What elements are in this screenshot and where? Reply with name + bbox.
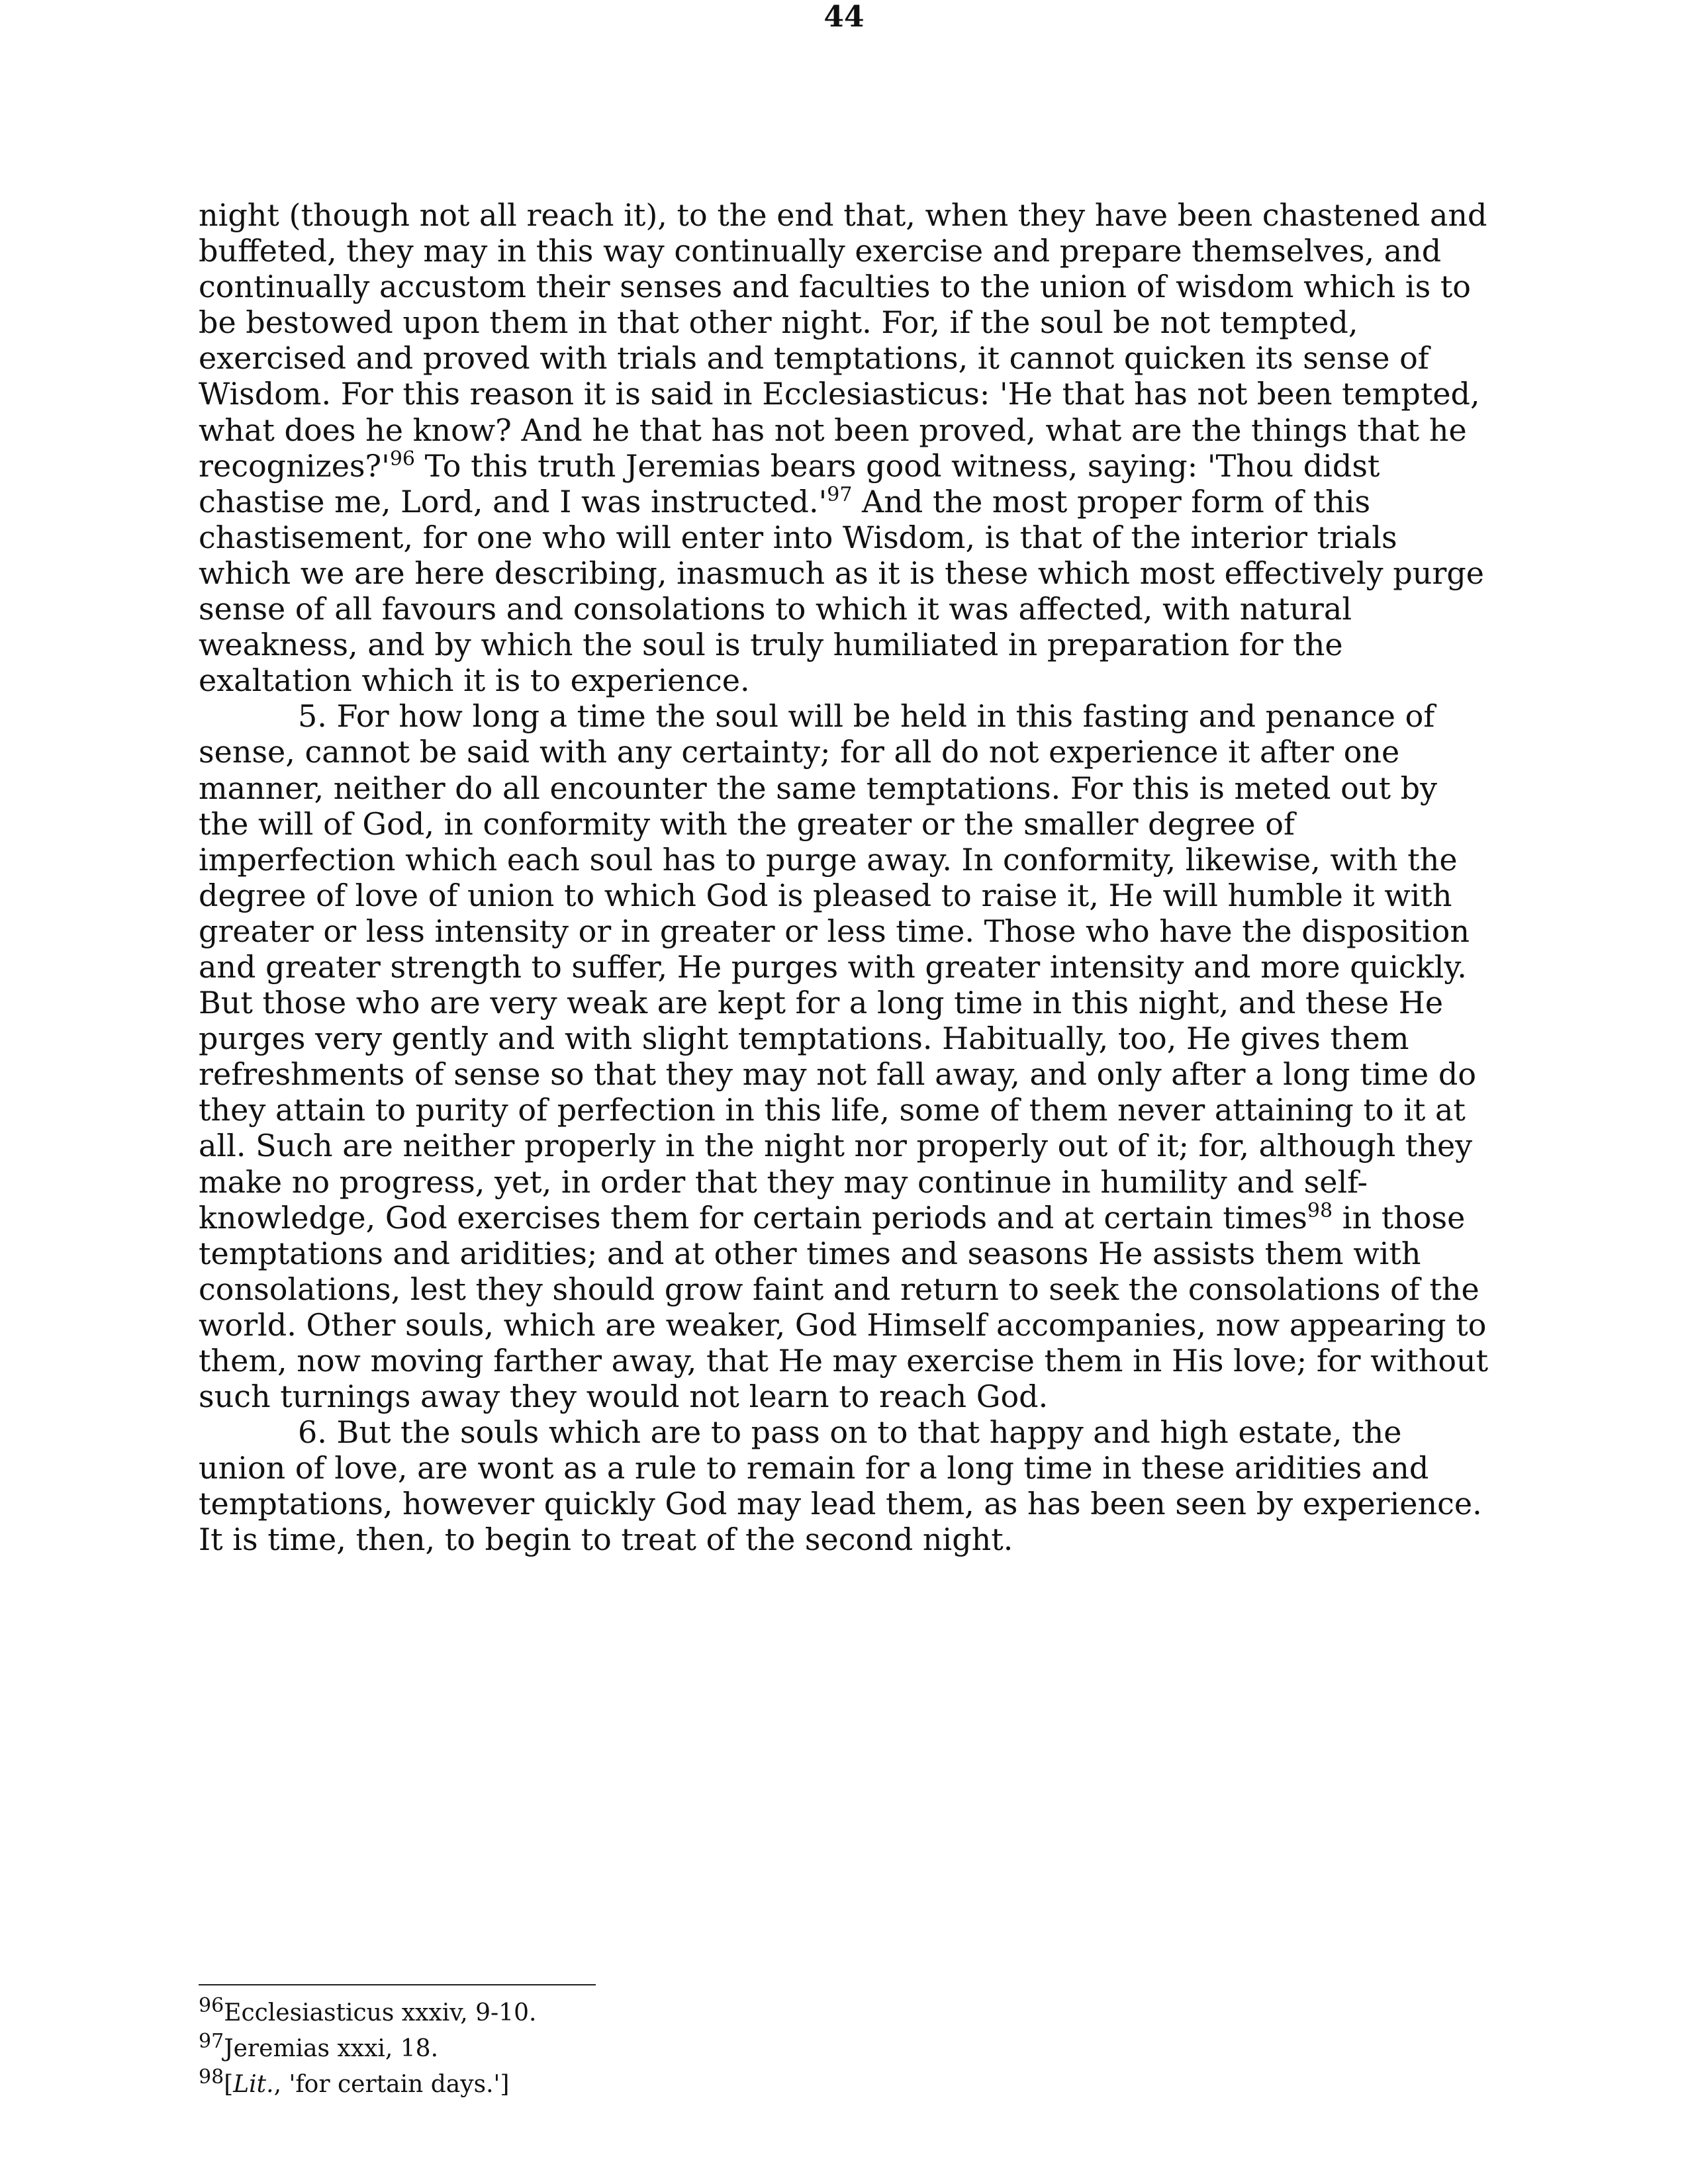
footnote-97 [199,2031,1496,2067]
footnote-text-rest: , 'for certain days.'] [273,2071,510,2098]
footnote-96 [199,1995,1496,2031]
paragraph-1-text-a: night (though not all reach it), to the end that, when they have been chastened and buffeted, they may in this way continually exercise and prepare themselves, and continually accustom their senses and faculties to the union of wisdom which is to be bestowed upon them in that other night. For, if the soul be not tempted, exercised and proved with trials and temptations, it cannot quicken its sense of Wisdom. For this reason it is said in Ecclesiasticus: 'He that has not been tempted, what does he know? And he that has not been proved, what are the things that he recognizes?' [199,197,1487,484]
footnote-divider [199,1984,596,1985]
footnote-text: Jeremias xxxi, 18. [224,2035,439,2062]
paragraph-1 [199,197,1496,698]
paragraph-1-text-c: And the most proper form of this chastisement, for one who will enter into Wisdom, is that of the interior trials which we are here describing, inasmuch as it is these which most effectively purge sense of all favours and consolations to which it was affected, with natural weakness, and by which the soul is truly humiliated in preparation for the exaltation which it is to experience. [199,483,1485,699]
paragraph-1-text-b: To this truth Jeremias bears good witness, saying: 'Thou didst chastise me, Lord, and I was instructed.' [199,447,1380,520]
footnote-ref-96[interactable]: 96 [389,447,416,471]
paragraph-2-text-b: in those temptations and aridities; and at other times and seasons He assists them with consolations, lest they should grow faint and return to seek the consolations of the world. Other souls, which are weaker, God Himself accompanies, now appearing to them, now moving farther away, that He may exercise them in His love; for without such turnings away they would not learn to reach God. [199,1199,1489,1415]
footnote-ref-98[interactable]: 98 [1307,1199,1333,1222]
footnote-mark: 98 [199,2066,224,2089]
footnotes [199,1995,1496,2103]
paragraph-3: 6. But the souls which are to pass on to that happy and high estate, the union of love, are wont as a rule to remain for a long time in these aridities and temptations, however quickly God may lead them, as has been seen by experience. It is time, then, to begin to treat of the second night. [199,1414,1482,1558]
footnote-text-italic: Lit. [233,2071,274,2098]
footnote-text-open: [ [224,2071,234,2098]
footnote-mark: 96 [199,1994,224,2017]
footnote-ref-97[interactable]: 97 [827,482,853,506]
footnote-98 [199,2067,1496,2103]
footnote-text: Ecclesiasticus xxxiv, 9-10. [224,1999,537,2026]
paragraph-2-text-a: 5. For how long a time the soul will be held in this fasting and penance of sense, cannot be said with any certainty; for all do not experience it after one manner, neither do all encounter the same temptations. For this is meted out by the will of God, in conformity with the greater or the smaller degree of imperfection which each soul has to purge away. In conformity, likewise, with the degree of love of union to which God is pleased to raise it, He will humble it with greater or less intensity or in greater or less time. Those who have the disposition and greater strength to suffer, He purges with greater intensity and more quickly. But those who are very weak are kept for a long time in this night, and these He purges very gently and with slight temptations. Habitually, too, He gives them refreshments of sense so that they may not fall away, and only after a long time do they attain to purity of perfection in this life, some of them never attaining to it at all. Such are neither properly in the night nor properly out of it; for, although they make no progress, yet, in order that they may continue in humility and self-knowledge, God exercises them for certain periods and at certain times [199,698,1477,1236]
page-number: 44 [823,0,865,34]
body-text [199,197,1496,1558]
footnote-mark: 97 [199,2030,224,2053]
paragraph-2 [199,698,1496,1414]
